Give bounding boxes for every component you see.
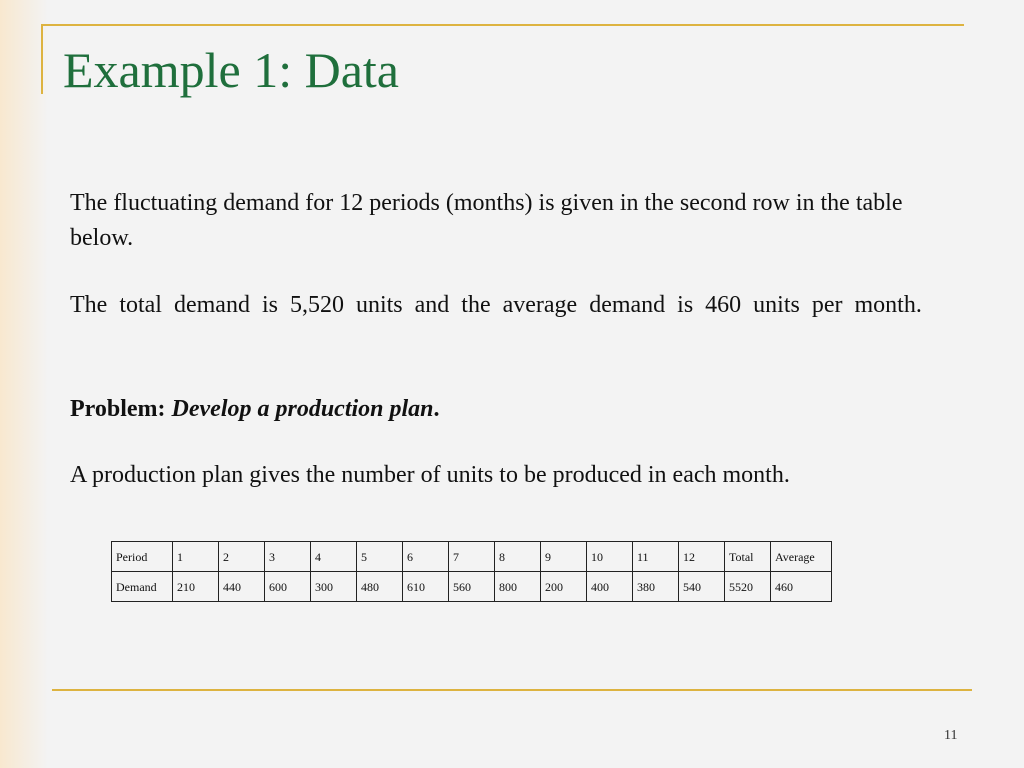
- slide-number: 11: [944, 728, 958, 743]
- table-cell: Total: [725, 542, 771, 572]
- table-cell: 560: [449, 572, 495, 602]
- table-cell: 5: [357, 542, 403, 572]
- table-cell: 3: [265, 542, 311, 572]
- table-cell: 7: [449, 542, 495, 572]
- period-row: [112, 542, 832, 572]
- problem-period: .: [433, 396, 440, 422]
- problem-statement: [70, 392, 962, 427]
- table-cell: 600: [265, 572, 311, 602]
- table-cell: 540: [679, 572, 725, 602]
- table-cell: Demand: [112, 572, 173, 602]
- problem-task: Develop a production plan: [171, 396, 434, 422]
- table-cell: 380: [633, 572, 679, 602]
- total-average-paragraph: The total demand is 5,520 units and the average demand is 460 units per month.: [70, 292, 922, 318]
- table-cell: 200: [541, 572, 587, 602]
- demand-description-paragraph: The fluctuating demand for 12 periods (months) is given in the second row in the table below.: [70, 190, 903, 251]
- production-plan-definition: A production plan gives the number of units to be produced in each month.: [70, 462, 790, 488]
- table-cell: 610: [403, 572, 449, 602]
- title-frame-vertical-line: [41, 24, 43, 94]
- demand-table: [111, 541, 832, 602]
- table-cell: 800: [495, 572, 541, 602]
- table-cell: 460: [771, 572, 832, 602]
- table-cell: 300: [311, 572, 357, 602]
- table-cell: 1: [173, 542, 219, 572]
- table-cell: 210: [173, 572, 219, 602]
- table-cell: 6: [403, 542, 449, 572]
- table-cell: 9: [541, 542, 587, 572]
- table-cell: 400: [587, 572, 633, 602]
- table-cell: 5520: [725, 572, 771, 602]
- title-frame-top-line: [41, 24, 964, 26]
- slide-title: Example 1: Data: [63, 42, 399, 98]
- table-cell: 2: [219, 542, 265, 572]
- problem-label: Problem:: [70, 396, 172, 422]
- table-cell: Average: [771, 542, 832, 572]
- side-gradient-decoration: [0, 0, 48, 768]
- demand-row: [112, 572, 832, 602]
- table-cell: 10: [587, 542, 633, 572]
- table-cell: 440: [219, 572, 265, 602]
- table-cell: 12: [679, 542, 725, 572]
- table-cell: 480: [357, 572, 403, 602]
- footer-rule: [52, 689, 972, 691]
- table-cell: 4: [311, 542, 357, 572]
- table-cell: 11: [633, 542, 679, 572]
- table-cell: 8: [495, 542, 541, 572]
- table-cell: Period: [112, 542, 173, 572]
